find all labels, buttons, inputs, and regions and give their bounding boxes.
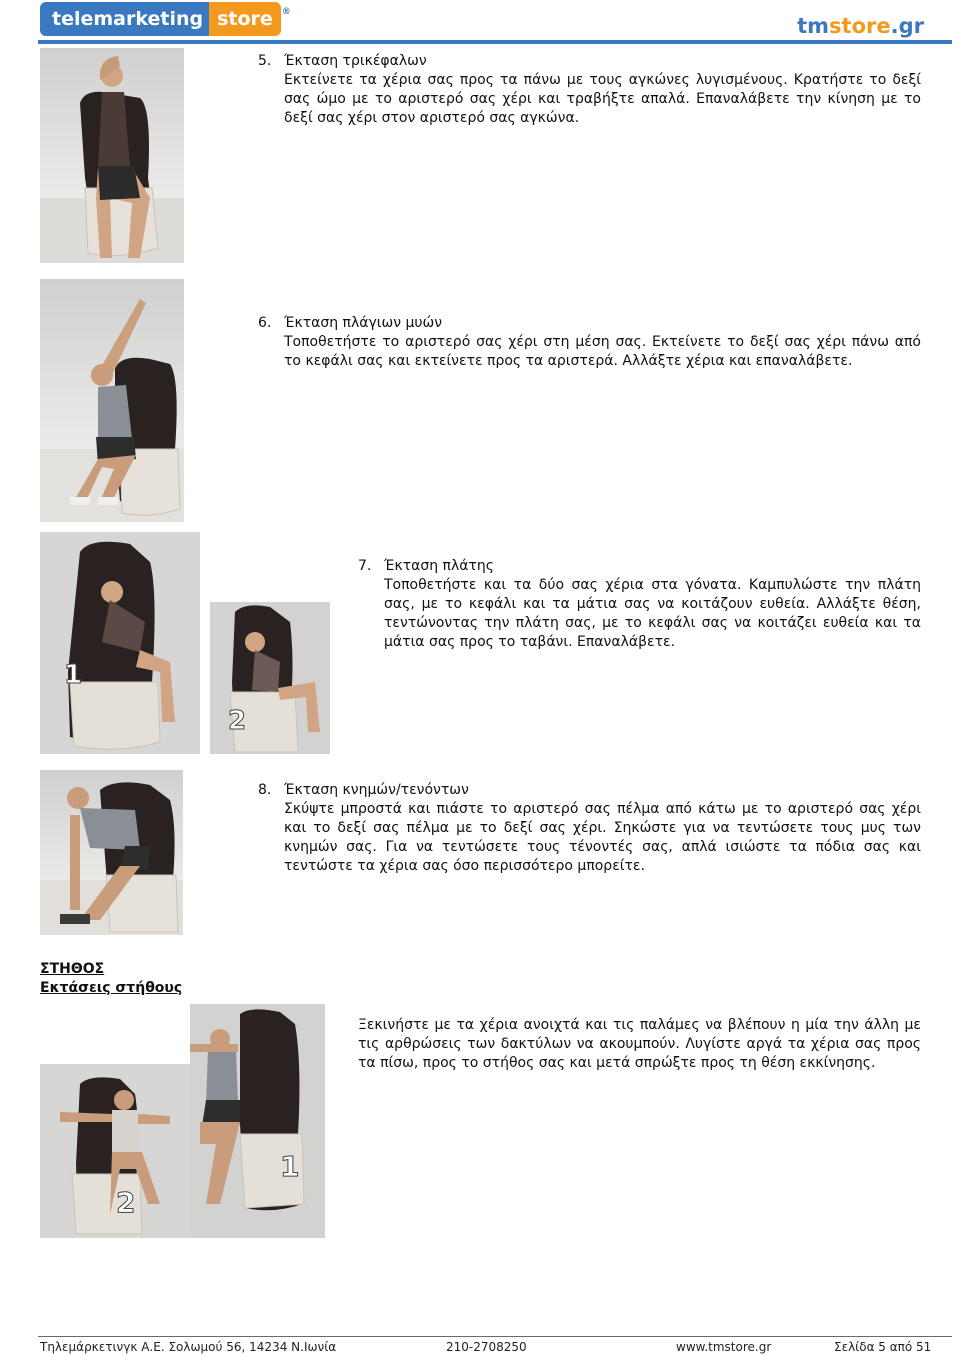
exercise-description: Εκτείνετε τα χέρια σας προς τα πάνω με τους αγκώνες λυγισμένους. Κρατήστε το δεξί σας ώμο με το αριστερό σας χέρι και τραβήξτε απαλά. Επαναλάβετε την κίνηση με το δεξί σας χέρι στον αριστερό σας αγκώνα. <box>284 72 921 126</box>
exercise-number: 5. <box>258 53 272 69</box>
chest-section-heading <box>40 960 182 998</box>
exercise-5 <box>258 52 921 128</box>
exercise-number: 7. <box>358 558 372 574</box>
exercise-6 <box>258 314 921 371</box>
registered-mark: ® <box>281 7 291 17</box>
exercise-7 <box>358 557 921 652</box>
logo-left-text: telemarketing <box>40 2 209 36</box>
header-divider <box>38 40 952 44</box>
telemarketing-store-logo <box>40 2 291 36</box>
logo-right-text: store ® <box>209 2 281 36</box>
exercise-title: Έκταση πλάγιων μυών <box>284 315 443 331</box>
section-heading: ΣΤΗΘΟΣ <box>40 961 105 977</box>
exercise-number: 8. <box>258 782 272 798</box>
section-subheading: Εκτάσεις στήθους <box>40 980 183 996</box>
pose-label-2: 2 <box>116 1186 136 1219</box>
exercise-8 <box>258 781 921 876</box>
exercise-title: Έκταση πλάτης <box>384 558 495 574</box>
pose-label-2: 2 <box>228 706 247 736</box>
pose-label-1: 1 <box>64 660 83 690</box>
chest-stretch-photo <box>40 1004 325 1238</box>
pose-label-1: 1 <box>280 1150 300 1183</box>
exercise-description: Σκύψτε μπροστά και πιάστε το αριστερό σας πέλμα από κάτω με το αριστερό σας χέρι και το δεξί σας πέλμα με το δεξί σας χέρι. Σηκώστε για να τεντώσετε τους μυς των κνημών σας. Για να τεντώσετε τους τένοντές σας, απλά ισιώστε τα πόδια σας και τεντώστε τα χέρια σας όσο περισσότερο μπορείτε. <box>284 801 921 874</box>
chest-exercise <box>358 1016 921 1073</box>
triceps-stretch-photo <box>40 48 184 263</box>
side-stretch-photo <box>40 279 184 522</box>
exercise-description: Τοποθετήστε το αριστερό σας χέρι στη μέση σας. Εκτείνετε το δεξί σας χέρι πάνω από το κεφάλι σας και εκτείνετε προς τα αριστερά. Αλλάξτε χέρια και επαναλάβετε. <box>284 334 921 369</box>
exercise-title: Έκταση κνημών/τενόντων <box>284 782 469 798</box>
footer-company-address: Τηλεμάρκετινγκ Α.Ε. Σολωμού 56, 14234 Ν.Ιωνία <box>40 1340 337 1354</box>
exercise-title: Έκταση τρικέφαλων <box>284 53 427 69</box>
calf-stretch-photo <box>40 770 183 935</box>
exercise-description: Ξεκινήστε με τα χέρια ανοιχτά και τις παλάμες να βλέπουν η μία την άλλη με τις αρθρώσεις των δακτύλων να ακουμπούν. Λυγίστε αργά τα χέρια σας προς τα πίσω, προς το στήθος σας και μετά σπρώξτε προς τη θέση εκκίνησης. <box>358 1017 921 1071</box>
exercise-description: Τοποθετήστε και τα δύο σας χέρια στα γόνατα. Καμπυλώστε την πλάτη σας, με το κεφάλι και τα μάτια σας να κοιτάζουν ευθεία. Αλλάξτε θέση, τεντώνοντας την πλάτη σας, με το κεφάλι σας να κοιτάζει ευθεία και τα μάτια σας προς το ταβάνι. Επαναλάβετε. <box>384 577 921 650</box>
footer-divider <box>38 1336 952 1337</box>
footer-page-number: Σελίδα 5 από 51 <box>834 1340 932 1354</box>
site-brand: tmstore.gr <box>797 14 924 38</box>
exercise-number: 6. <box>258 315 272 331</box>
back-stretch-photo <box>40 532 330 754</box>
footer-website-link[interactable]: www.tmstore.gr <box>676 1340 772 1354</box>
footer-phone: 210-2708250 <box>446 1340 527 1354</box>
